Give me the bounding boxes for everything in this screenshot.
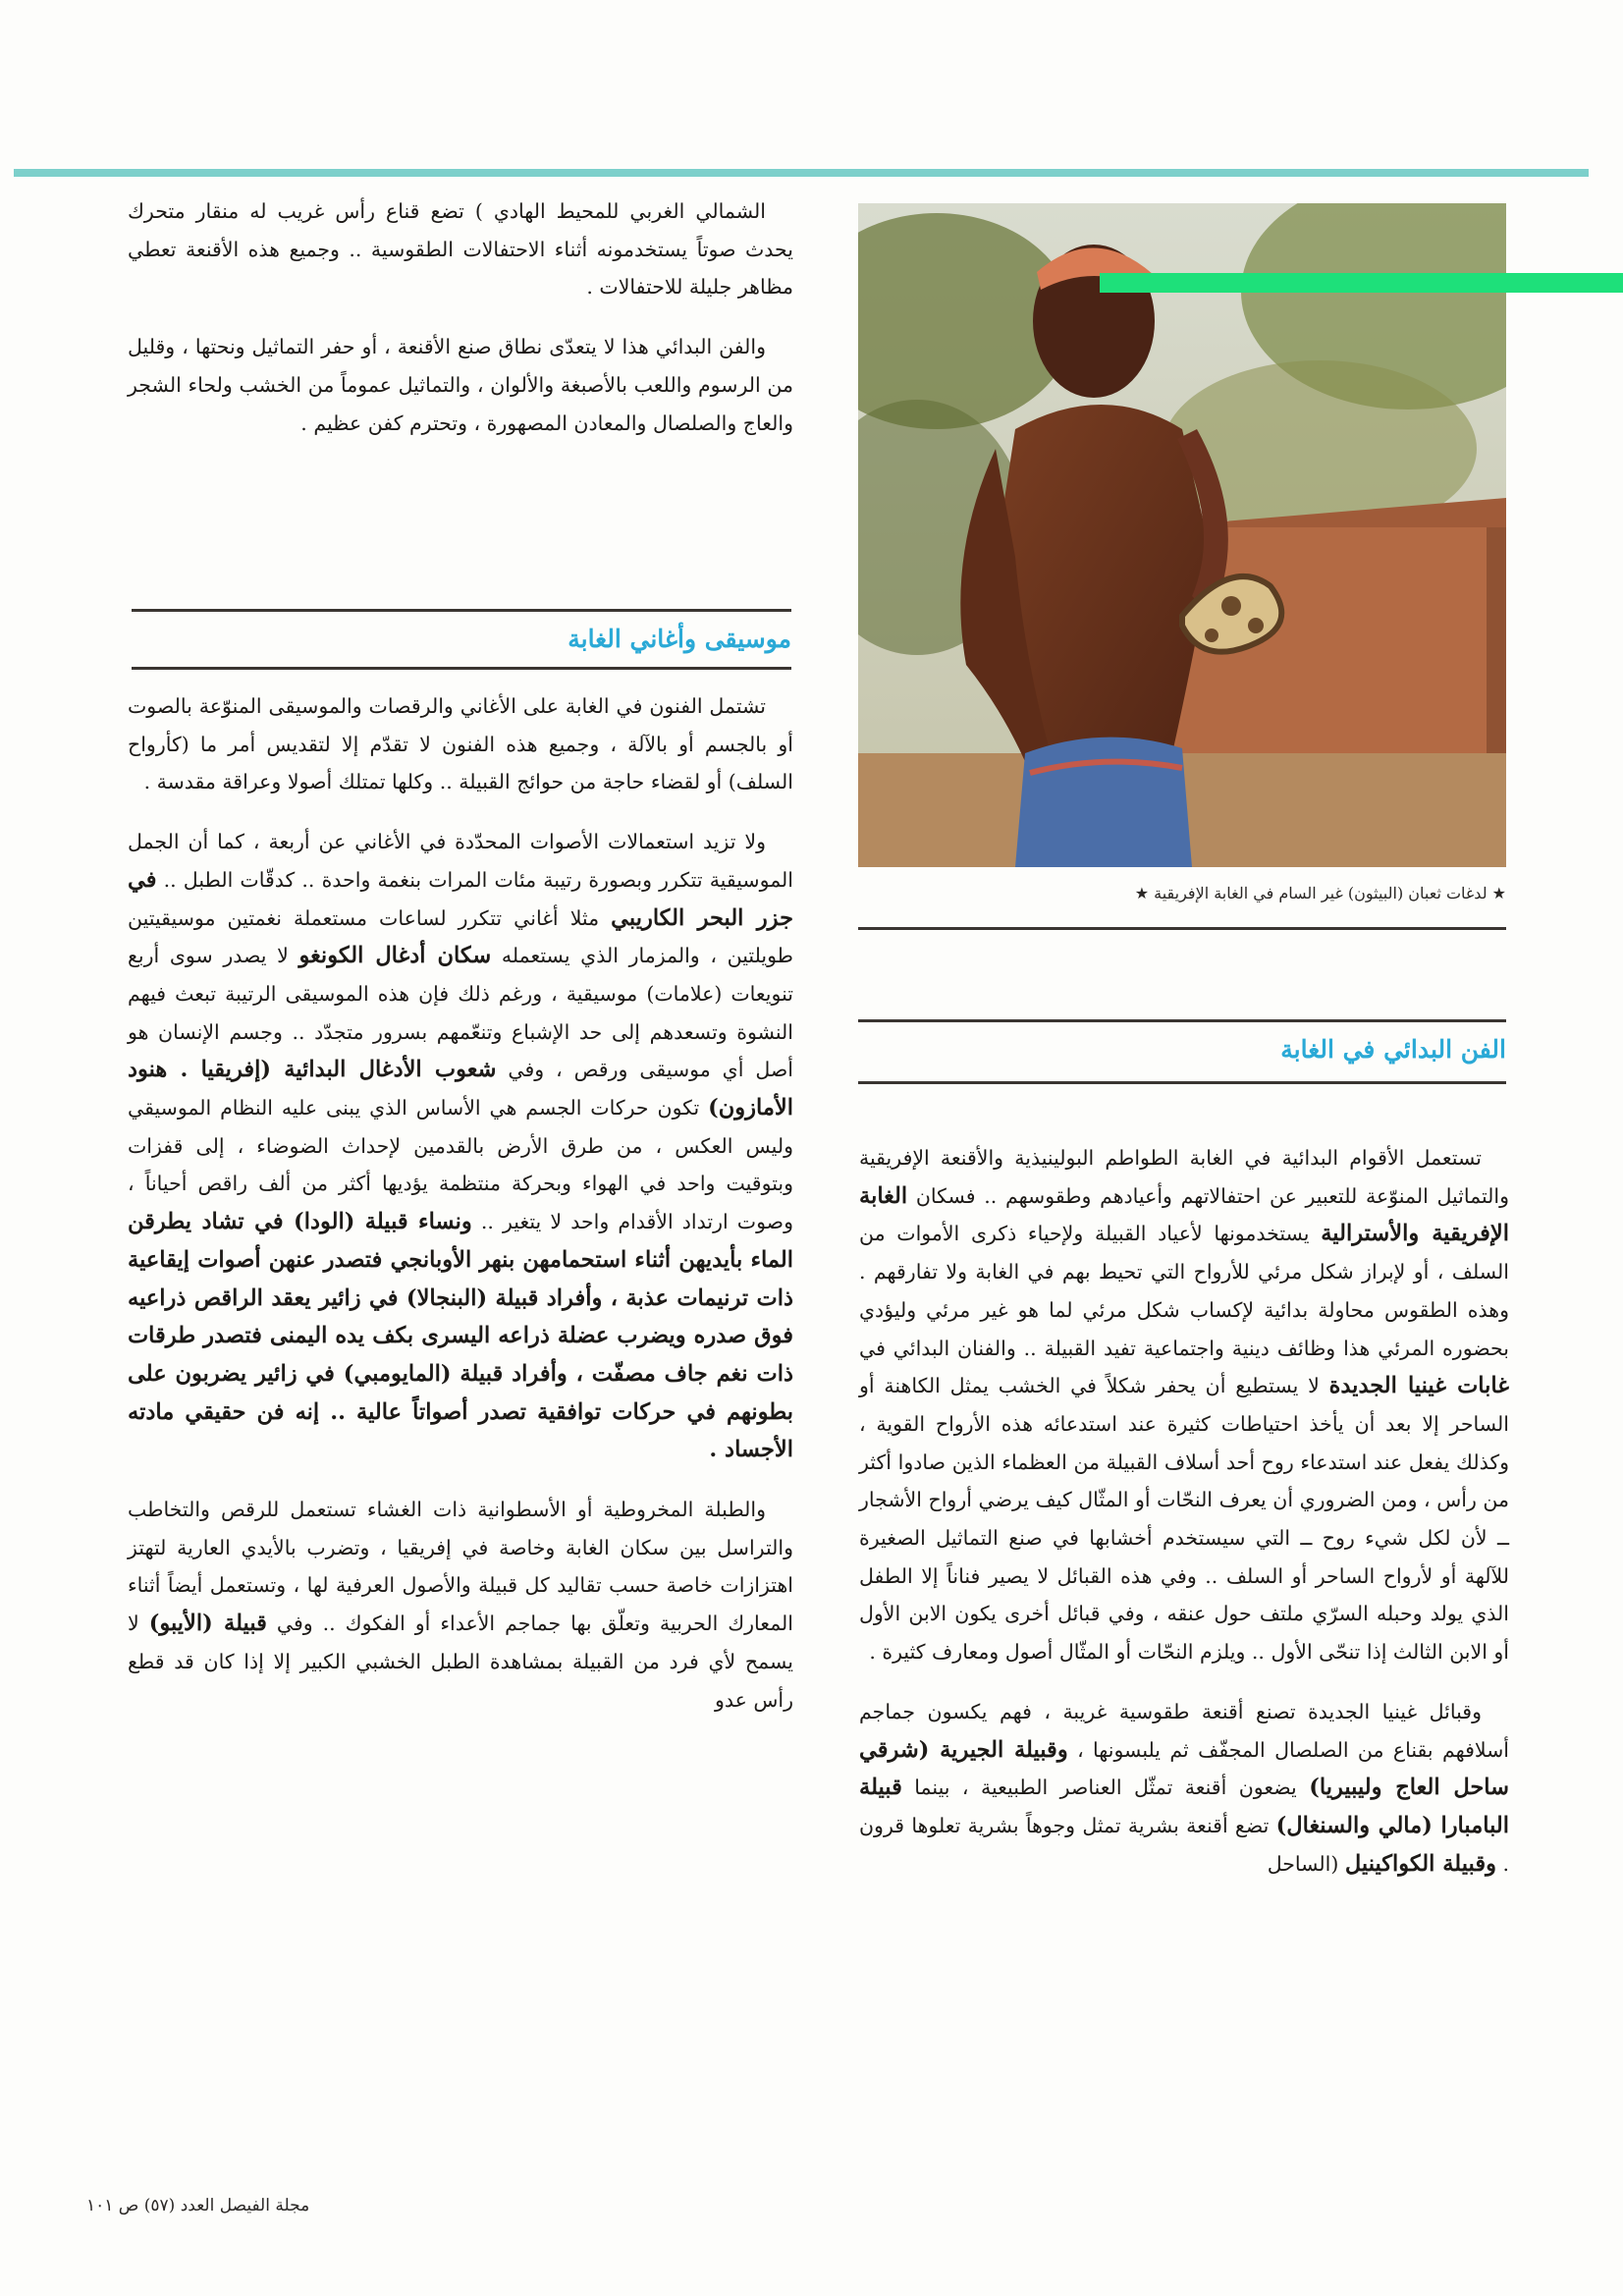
section-heading-primitive-art [858,1019,1506,1084]
photo-illustration [858,203,1506,867]
bold-run: ونساء قبيلة (الودا) في تشاد يطرقن الماء بأيديهن أثناء استحمامهن بنهر الأوبانجي فتصدر عنهن أصوات إيقاعية ذات ترنيمات عذبة ، وأفراد قبيلة (البنجالا) في زائير يعقد الراقص ذراعيه فوق صدره ويضرب عضلة ذراعه اليسرى بكف يده اليمنى فتصدر طرقات ذات نغم جاف مصفّت ، وأفراد قبيلة (المايومبي) في زائير يضربون على بطونهم في حركات توافقية تصدر أصواتاً عالية .. إنه فن حقيقي مادته الأجساد . [128,1209,794,1463]
scan-glitch-bar [1100,273,1623,293]
section-title-music: موسيقى وأغاني الغابة [568,625,791,653]
left-paragraph-1: الشمالي الغربي للمحيط الهادي ) تضع قناع رأس غريب له منقار متحرك يحدث صوتاً يستخدمونه أثناء الاحتفالات الطقوسية .. وجميع هذه الأقنعة تعطي مظاهر جليلة للاحتفالات . [128,199,793,300]
left-paragraph-3: تشتمل الفنون في الغابة على الأغاني والرقصات والموسيقى المنوّعة بالصوت أو بالجسم أو بالآلة ، وجميع هذه الفنون لا تقدّم إلا لتقديس أمر ما (كأرواح السلف) أو لقضاء حاجة من حوائج القبيلة .. وكلها تمتلك أصولا وعراقة مقدسة . [128,694,793,794]
text-run: تضع أقنعة بشرية تمثل وجوهاً بشرية تعلوها قرون . [859,1813,1509,1876]
top-rule [14,169,1589,177]
text-run: (الساحل [1267,1851,1345,1876]
bold-run: غابات غينيا الجديدة [1328,1373,1509,1399]
page-footer: مجلة الفيصل العدد (٥٧) ص ١٠١ [86,2196,310,2215]
caption-rule [858,927,1506,930]
right-paragraph-2 [859,1693,1509,1884]
text-run: لا يسمح لأي فرد من القبيلة بمشاهدة الطبل الخشبي الكبير إلا إذا كان قد قطع رأس عدو [128,1612,793,1712]
section-rule-bottom [858,1081,1506,1084]
text-run: لا يصدر سوى أربع تنويعات (علامات) موسيقية ، ورغم ذلك فإن هذه الموسيقى الرتيبة تبعث فيهم النشوة وتسعدهم إلى حد الإشباع وتنعّمهم بسرور متجدّد .. وجسم الإنسان هو أصل أي موسيقى ورقص ، وفي [128,944,793,1082]
right-column-body [859,1139,1509,1883]
bold-run: شعوب الأدغال البدائية (إفريقيا . هنود الأمازون) [128,1057,793,1121]
text-run: والطبلة المخروطية أو الأسطوانية ذات الغشاء تستعمل للرقص والتخاطب والتراسل بين سكان الغابة وخاصة في إفريقيا ، وتضرب بالأيدي العارية لتهتز اهتزازات خاصة حسب تقاليد كل قبيلة والأصول العرفية لها ، وتستعمل أيضاً أثناء المعارك الحربية وتعلّق بها جماجم الأعداء أو الفكوك .. وفي [128,1498,793,1636]
left-column [128,192,793,442]
section-rule-top [858,1019,1506,1022]
text-run: وقبائل غينيا الجديدة تصنع أقنعة طقوسية غريبة ، فهم يكسون جماجم أسلافهم بقناع من الصلصال المجفّف ثم يلبسونها ، [859,1699,1509,1762]
bold-run: وقبيلة الجيرية (شرقي ساحل العاج وليبيريا) [859,1736,1509,1801]
bold-run: في جزر البحر الكاريبي [128,866,794,931]
section-heading-music [132,609,791,670]
photo-caption: ★ لدغات ثعبان (البيثون) غير السام في الغابة الإفريقية ★ [1134,884,1506,902]
right-paragraph-1 [859,1139,1509,1671]
text-run: تكون حركات الجسم هي الأساس الذي يبنى عليه النظام الموسيقي وليس العكس ، من طرق الأرض بالقدمين لإحداث الضوضاء ، إلى قفزات وبتوقيت واحد في الهواء وبحركة منتظمة يؤديها أكثر من ألف راقص أحياناً ، وصوت ارتداد الأقدام واحد لا يتغير .. [128,1096,793,1234]
bold-run: قبيلة (الأيبو) [148,1611,267,1637]
bold-run: قبيلة البامبارا (مالي والسنغال) [859,1775,1510,1838]
text-run: يستخدمونها لأعياد القبيلة ولإحياء ذكرى الأموات من السلف ، أو لإبراز شكل مرئي للأرواح التي تحيط بهم في الغابة ولا تفارقهم . وهذه الطقوس محاولة بدائية لإكساب شكل مرئي لما هو غير مرئي وليؤدي بحضوره المرئي هذا وظائف دينية واجتماعية تفيد القبيلة .. والفنان البدائي في [859,1222,1509,1360]
text-run: تستعمل الأقوام البدائية في الغابة الطواطم البولينيذية والأقنعة الإفريقية والتماثيل المنوّعة للتعبير عن احتفالاتهم وأعيادهم وطقوسهم .. فسكان [859,1146,1509,1208]
left-paragraph-4 [128,823,793,1469]
section-rule-bottom [132,667,791,670]
left-paragraph-2: والفن البدائي هذا لا يتعدّى نطاق صنع الأقنعة ، أو حفر التماثيل ونحتها ، وقليل من الرسوم واللعب بالأصبغة والألوان ، والتماثيل عموماً من الخشب ولحاء الشجر والعاج والصلصال والمعادن المصهورة ، وتحترم كفن عظيم . [128,335,793,435]
section-rule-top [132,609,791,612]
left-column-body [128,687,793,1719]
section-title-primitive-art: الفن البدائي في الغابة [1280,1035,1506,1064]
bold-run: الغابة الإفريقية والأسترالية [859,1182,1509,1247]
left-paragraph-5 [128,1491,793,1719]
text-run: مثلا أغاني تتكرر لساعات مستعملة نغمتين موسيقيتين طويلتين ، والمزمار الذي يستعمله [128,905,793,968]
text-run: ولا تزيد استعمالات الأصوات المحدّدة في الأغاني عن أربعة ، كما أن الجمل الموسيقية تتكرر وبصورة رتيبة مئات المرات بنغمة واحدة .. كدقّات الطبل .. [128,830,793,892]
bold-run: وقبيلة الكواكينيل [1344,1850,1496,1877]
bold-run: سكان أدغال الكونغو [298,943,492,969]
text-run: لا يستطيع أن يحفر شكلاً في الخشب يمثل الكاهنة أو الساحر إلا بعد أن يأخذ احتياطات كثيرة عند استدعائه هذه الأرواح القوية ، وكذلك يفعل عند استدعاء روح أحد أسلاف القبيلة من العظماء الذين صادوا أكثر من رأس ، ومن الضروري أن يعرف النحّات أو المثّال كيف يرضي أرواح الأشجار ــ لأن لكل شيء روح ــ التي سيستخدم أخشابها في صنع التماثيل الصغيرة للآلهة أو لأرواح الساحر أو السلف .. وفي هذه القبائل لا يصير فناناً إلا الطفل الذي يولد وحبله السرّي ملتف حول عنقه ، وفي قبائل أخرى يكون الابن الأول أو الابن الثالث إذا تنحّى الأول .. ويلزم النحّات أو المثّال أصول ومعارف كثيرة . [859,1374,1509,1665]
photo-man-with-python [858,203,1506,867]
text-run: يضعون أقنعة تمثّل العناصر الطبيعية ، بينما [901,1776,1310,1800]
